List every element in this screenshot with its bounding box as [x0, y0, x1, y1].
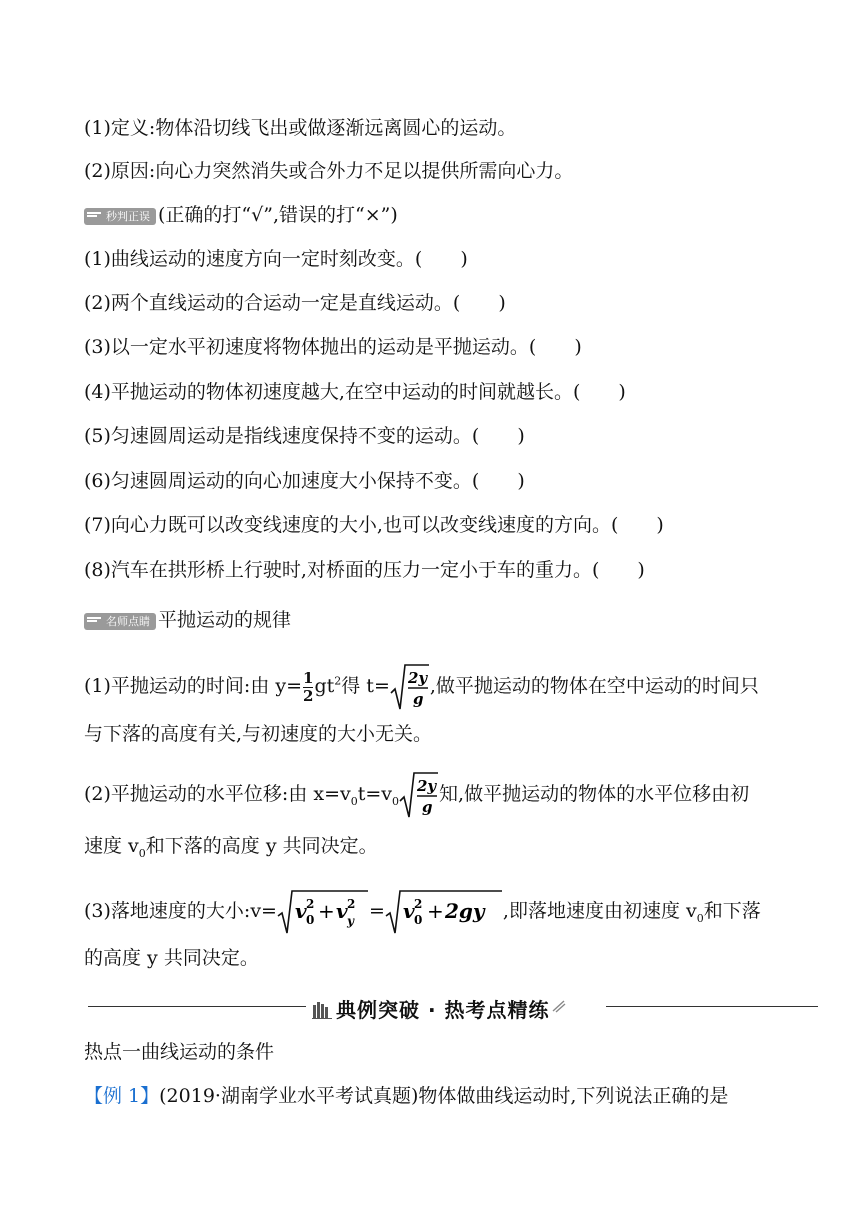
svg-text:v: v — [402, 899, 415, 923]
judge-item: (7)向心力既可以改变线速度的大小,也可以改变线速度的方向。( ) — [84, 514, 664, 536]
formula-line-1b: 与下落的高度有关,与初速度的大小无关。 — [84, 723, 433, 745]
pen-stroke-icon — [552, 999, 566, 1013]
judge-item: (3)以一定水平初速度将物体抛出的运动是平抛运动。( ) — [84, 336, 582, 358]
svg-text:2y: 2y — [407, 669, 428, 687]
svg-text:g: g — [422, 798, 433, 816]
svg-text:0: 0 — [413, 913, 423, 927]
books-icon — [312, 1001, 332, 1019]
teacher-title: 平抛运动的规律 — [158, 609, 292, 631]
section-title-wrap — [312, 994, 566, 1023]
judge-item: (2)两个直线运动的合运动一定是直线运动。( ) — [84, 292, 506, 314]
section-title: 典例突破 · 热考点精练 — [336, 998, 550, 1022]
tag-icon — [87, 617, 101, 626]
example-line — [84, 1084, 728, 1108]
svg-text:y: y — [346, 914, 354, 928]
example-label: 【例 1】 — [84, 1085, 160, 1107]
reason-line: (2)原因:向心力突然消失或合外力不足以提供所需向心力。 — [84, 160, 574, 182]
judge-item: (4)平抛运动的物体初速度越大,在空中运动的时间就越长。( ) — [84, 381, 626, 403]
svg-text:2: 2 — [413, 897, 423, 911]
judge-heading — [84, 203, 398, 227]
judge-item: (1)曲线运动的速度方向一定时刻改变。( ) — [84, 248, 468, 270]
formula-line-2b: 速度 $v_0$和下落的高度 y 共同决定。 — [84, 835, 378, 860]
svg-text:v: v — [294, 899, 307, 923]
judge-instruction: (正确的打“√”,错误的打“×”) — [158, 204, 398, 226]
sqrt-2y-over-g — [390, 662, 430, 712]
svg-text:g: g — [412, 690, 424, 708]
sqrt-2y-over-g — [399, 770, 439, 820]
divider-rule-right — [606, 1006, 818, 1007]
teacher-heading — [84, 608, 291, 632]
judge-item: (5)匀速圆周运动是指线速度保持不变的运动。( ) — [84, 425, 525, 447]
hotspot-heading: 热点一曲线运动的条件 — [84, 1041, 275, 1063]
svg-text:v: v — [335, 899, 348, 923]
fraction-one-half: $\frac{1}{2}$ — [303, 668, 314, 705]
svg-text:+: + — [317, 899, 335, 923]
sqrt-v0sq-plus-2gy — [385, 888, 503, 936]
judge-item: (8)汽车在拱形桥上行驶时,对桥面的压力一定小于车的重力。( ) — [84, 559, 645, 581]
svg-text:2: 2 — [305, 897, 315, 911]
svg-text:0: 0 — [305, 913, 315, 927]
formula-line-2: (2)平抛运动的水平位移:由 $x=v_0t=v_0$ 2y g 知,做平抛运动的物体的水平位移由初 — [84, 770, 749, 820]
tag-icon — [87, 212, 101, 221]
example-text: (2019·湖南学业水平考试真题)物体做曲线运动时,下列说法正确的是 — [159, 1085, 729, 1107]
formula-line-3: (3)落地速度的大小:v= v 2 0 + v 2 y = v 2 0 + 2gy ,即落地速度由初速度 $v_0$和下落 — [84, 888, 761, 936]
teacher-tag: 名师点睛 — [84, 613, 156, 630]
svg-text:+: + — [426, 899, 444, 923]
judge-tag: 秒判正误 — [84, 208, 156, 225]
sqrt-v0sq-plus-vysq — [277, 888, 369, 936]
section-divider — [88, 994, 818, 1022]
definition-line: (1)定义:物体沿切线飞出或做逐渐远离圆心的运动。 — [84, 117, 517, 139]
formula-line-3b: 的高度 y 共同决定。 — [84, 947, 259, 969]
divider-rule-left — [88, 1006, 306, 1007]
judge-item: (6)匀速圆周运动的向心加速度大小保持不变。( ) — [84, 470, 525, 492]
svg-text:2: 2 — [346, 897, 356, 911]
svg-text:2gy: 2gy — [444, 899, 485, 923]
formula-line-1: (1)平抛运动的时间:由 y= $\frac{1}{2}$ $gt^2$得 t= 2y g ,做平抛运动的物体在空中运动的时间只 — [84, 662, 759, 712]
svg-text:2y: 2y — [417, 777, 437, 795]
